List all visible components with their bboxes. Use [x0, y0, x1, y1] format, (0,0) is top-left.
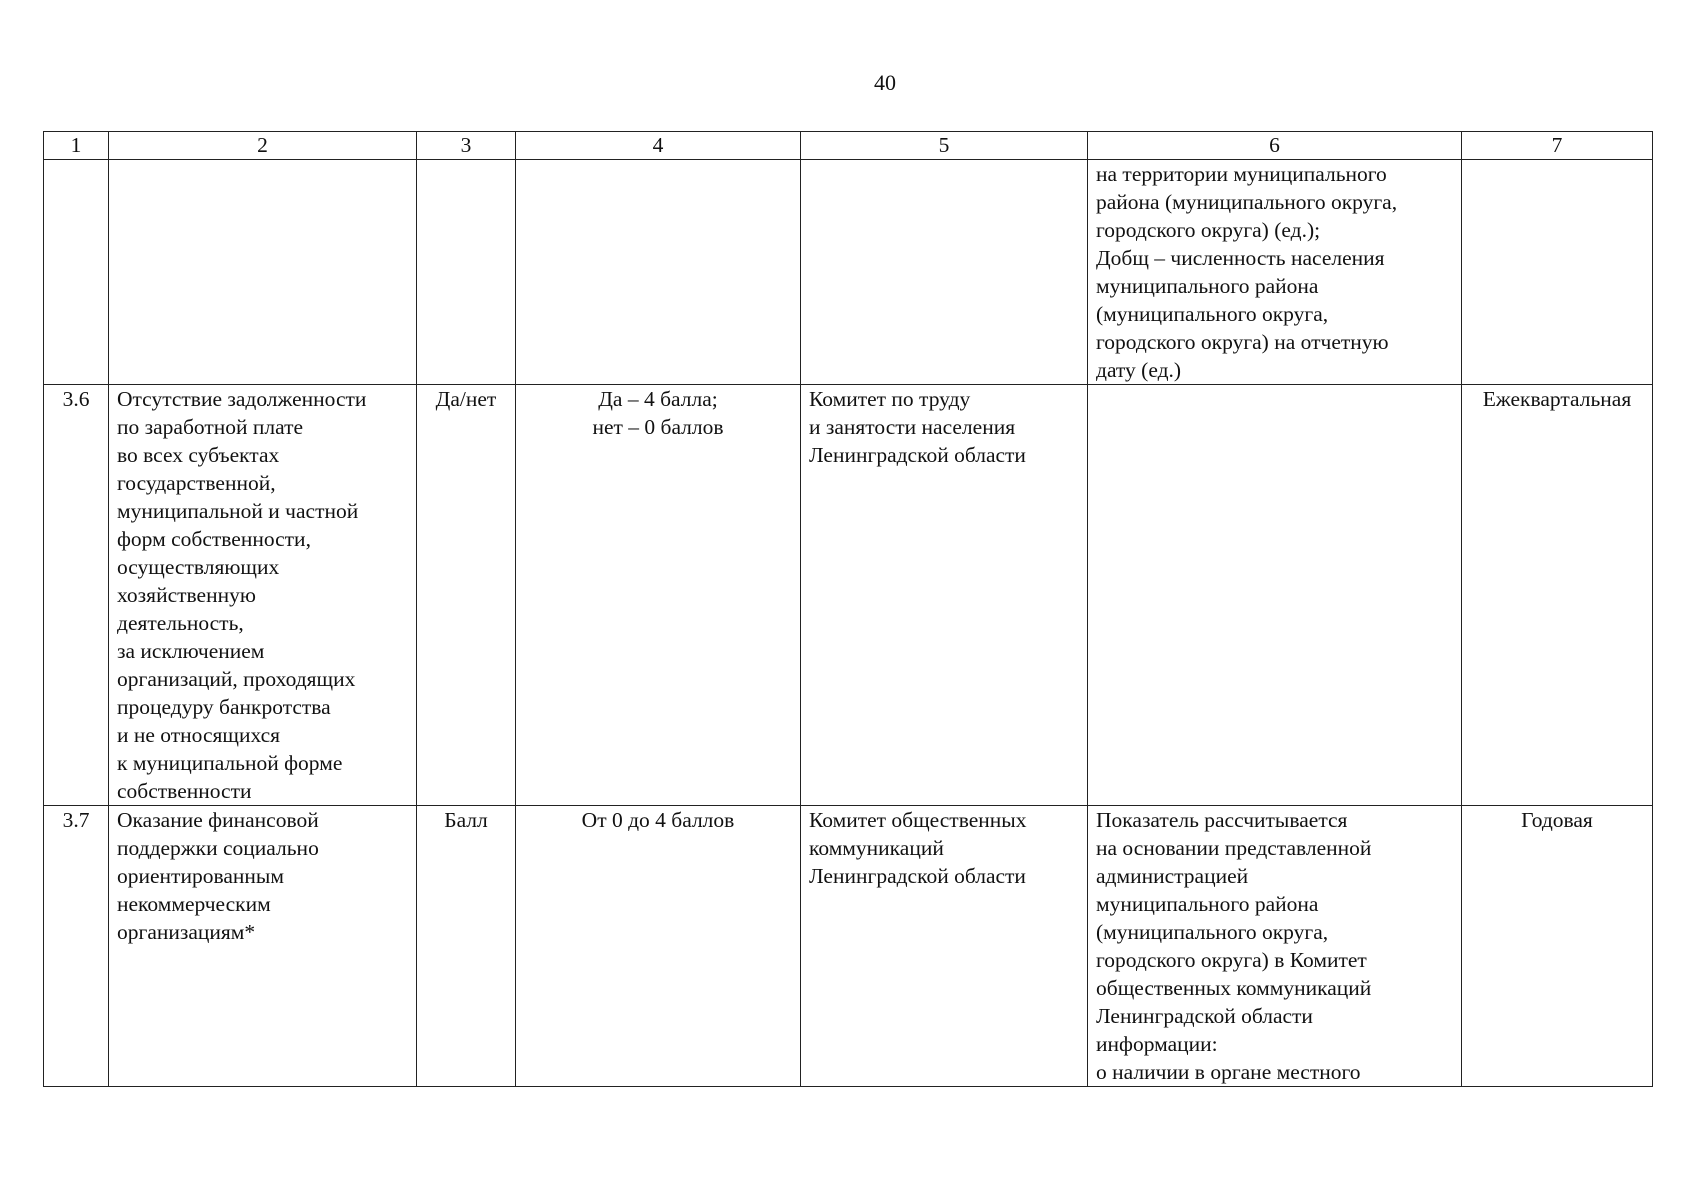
table-row	[44, 160, 1653, 385]
source-cell: Комитет по труду и занятости населения Ленинградской области	[801, 385, 1088, 806]
unit-cell: Балл	[417, 806, 516, 1087]
frequency-cell: Годовая	[1462, 806, 1653, 1087]
row-number-cell: 3.7	[44, 806, 109, 1087]
table-row	[44, 806, 1653, 1087]
source-cell: Комитет общественных коммуникаций Ленинградской области	[801, 806, 1088, 1087]
frequency-cell	[1462, 160, 1653, 385]
row-number-cell	[44, 160, 109, 385]
indicators-table	[43, 131, 1653, 1087]
scoring-cell: От 0 до 4 баллов	[516, 806, 801, 1087]
method-cell: Показатель рассчитывается на основании представленной администрацией муниципального района (муниципального округа, городского округа) в Комитет общественных коммуникаций Ленинградской области информации: о наличии в органе местного	[1088, 806, 1462, 1087]
column-header: 6	[1088, 132, 1462, 160]
table-row	[44, 385, 1653, 806]
indicator-cell: Отсутствие задолженности по заработной плате во всех субъектах государственной, муниципальной и частной форм собственности, осуществляющих хозяйственную деятельность, за исключением организаций, проходящих процедуру банкротства и не относящихся к муниципальной форме собственности	[109, 385, 417, 806]
method-cell	[1088, 385, 1462, 806]
page-number: 40	[874, 70, 896, 95]
unit-cell	[417, 160, 516, 385]
column-header: 2	[109, 132, 417, 160]
indicator-cell: Оказание финансовой поддержки социально ориентированным некоммерческим организациям*	[109, 806, 417, 1087]
column-header: 1	[44, 132, 109, 160]
indicator-cell	[109, 160, 417, 385]
unit-cell: Да/нет	[417, 385, 516, 806]
source-cell	[801, 160, 1088, 385]
frequency-cell: Ежеквартальная	[1462, 385, 1653, 806]
column-header: 5	[801, 132, 1088, 160]
table-header-row	[44, 132, 1653, 160]
column-header: 4	[516, 132, 801, 160]
row-number-cell: 3.6	[44, 385, 109, 806]
method-cell: на территории муниципального района (муниципального округа, городского округа) (ед.); Добщ – численность населения муниципального района (муниципального округа, городского округа) на отчетную дату (ед.)	[1088, 160, 1462, 385]
column-header: 3	[417, 132, 516, 160]
column-header: 7	[1462, 132, 1653, 160]
scoring-cell: Да – 4 балла; нет – 0 баллов	[516, 385, 801, 806]
scoring-cell	[516, 160, 801, 385]
